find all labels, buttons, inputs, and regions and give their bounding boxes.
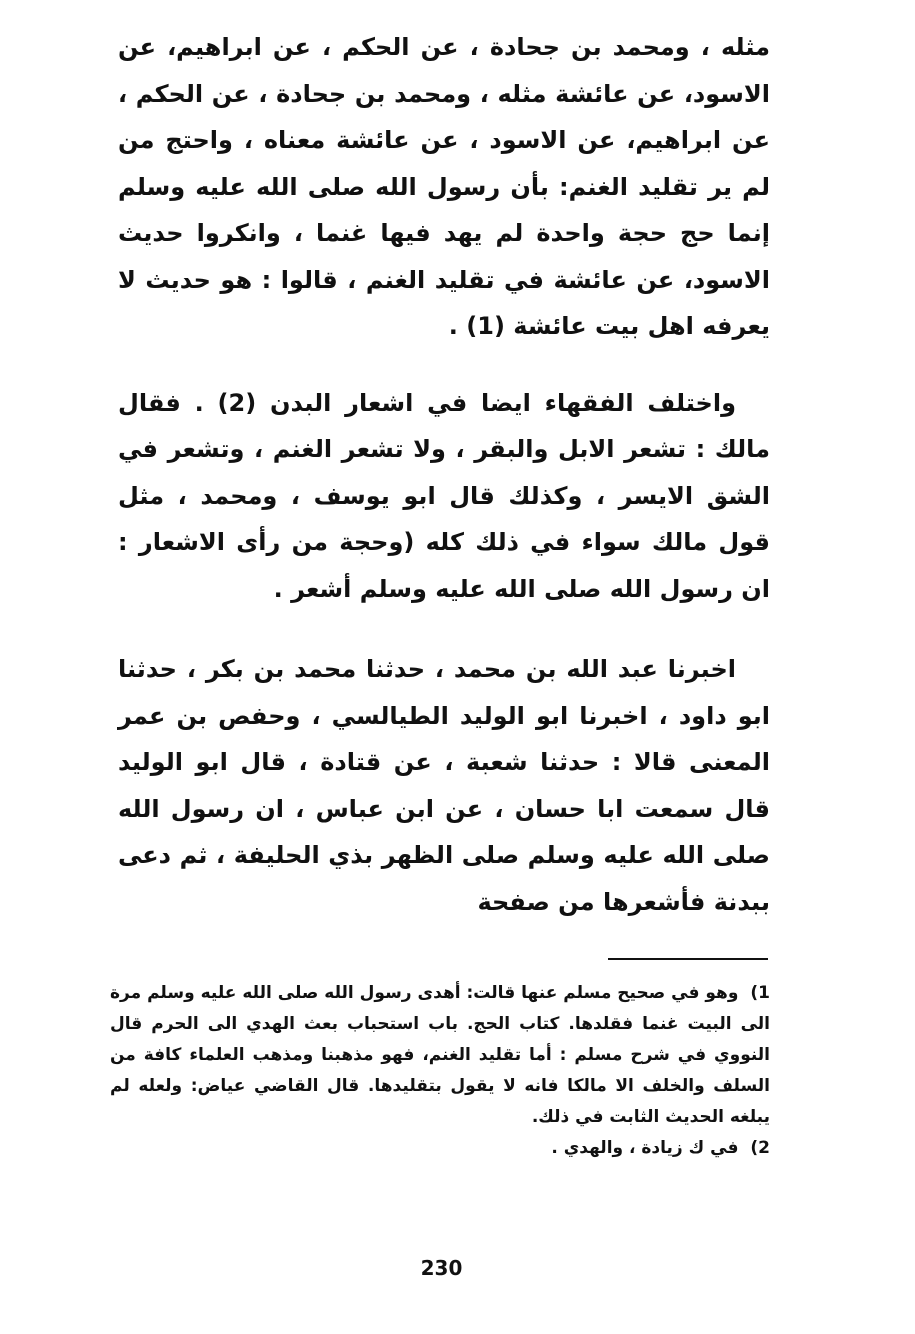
footnote-1: [110, 978, 770, 1133]
footnotes: [110, 978, 770, 1164]
footnote-text: في ك زيادة ، والهدي .: [551, 1138, 739, 1158]
main-text: [118, 24, 770, 925]
page-number: 230: [420, 1256, 463, 1280]
footnote-separator: [608, 958, 768, 960]
footnote-number: 1): [750, 983, 770, 1003]
paragraph-2: واختلف الفقهاء ايضا في اشعار البدن (2) . فقال مالك : تشعر الابل والبقر ، ولا تشعر الغنم ، وتشعر في الشق الايسر ، وكذلك قال ابو يوسف ، ومحمد ، مثل قول مالك سواء في ذلك كله (وحجة من رأى الاشعار : ان رسول الله صلى الله عليه وسلم أشعر .: [118, 388, 770, 603]
footnote-number: 2): [750, 1138, 770, 1158]
paragraph-3: اخبرنا عبد الله بن محمد ، حدثنا محمد بن بكر ، حدثنا ابو داود ، اخبرنا ابو الوليد الطيالسي ، وحفص بن عمر المعنى قالا : حدثنا شعبة ، عن قتادة ، قال ابو الوليد قال سمعت ابا حسان ، عن ابن عباس ، ان رسول الله صلى الله عليه وسلم صلى الظهر بذي الحليفة ، ثم دعى ببدنة فأشعرها من صفحة: [118, 655, 770, 916]
footnote-2: [110, 1133, 770, 1164]
paragraph-1: مثله ، ومحمد بن جحادة ، عن الحكم ، عن ابراهيم، عن الاسود، عن عائشة مثله ، ومحمد بن جحادة ، عن الحكم ، عن ابراهيم، عن الاسود ، عن عائشة معناه ، واحتج من لم ير تقليد الغنم: بأن رسول الله صلى الله عليه وسلم إنما حج حجة واحدة لم يهد فيها غنما ، وانكروا حديث الاسود، عن عائشة في تقليد الغنم ، قالوا : هو حديث لا يعرفه اهل بيت عائشة (1) .: [118, 33, 770, 340]
footnote-text: وهو في صحيح مسلم عنها قالت: أهدى رسول الله صلى الله عليه وسلم مرة الى البيت غنما فقلدها. كتاب الحج. باب استحباب بعث الهدي الى الحرم قال النووي في شرح مسلم : أما تقليد الغنم، فهو مذهبنا ومذهب العلماء كافة من السلف والخلف الا مالكا فانه لا يقول بتقليدها. قال القاضي عياض: ولعله لم يبلغه الحديث الثابت في ذلك.: [110, 983, 770, 1127]
